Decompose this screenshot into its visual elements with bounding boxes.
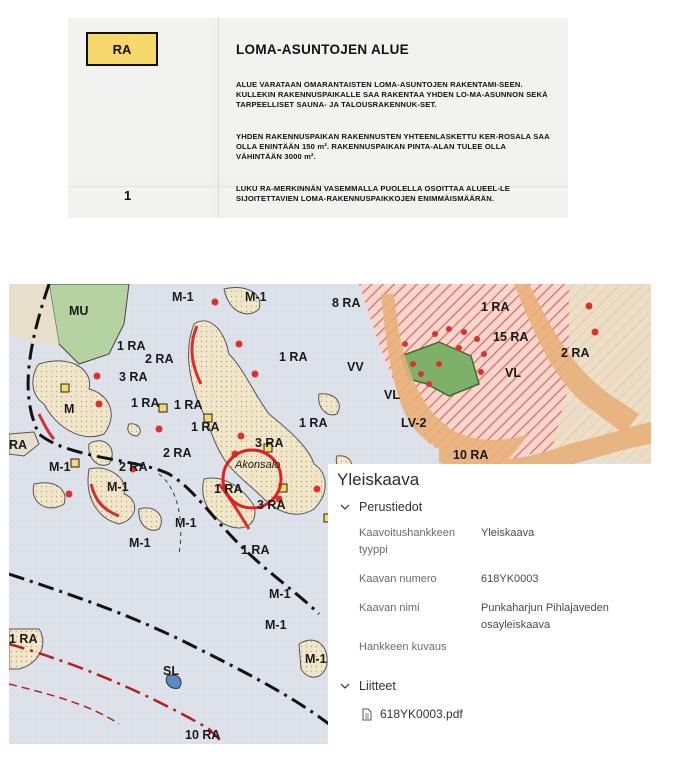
map-label: M-1 [175,516,197,530]
section-toggle-liitteet[interactable] [340,679,396,693]
map-label: M-1 [129,536,151,550]
map-label: M-1 [265,618,287,632]
section-title: Perustiedot [359,500,423,514]
map-label: LV-2 [401,416,427,430]
map-label: M-1 [172,290,194,304]
section-title: Liitteet [359,679,396,693]
map-label: 1 RA [117,339,146,353]
map-label: MU [69,304,89,318]
map-label: 10 RA [453,448,489,462]
legend-scan [68,18,568,218]
map-label: 2 RA [145,352,174,366]
map-label: 2 RA [561,346,590,360]
field-label: Kaavan nimi [359,602,420,614]
place-name-akonsalo: Akonsalo [235,459,281,471]
map-label: 1 RA [131,396,160,410]
attachment-link[interactable] [362,707,463,721]
map-label: M-1 [245,290,267,304]
field-label: Kaavan numero [359,573,437,585]
info-panel [328,464,651,744]
map-label: M-1 [305,652,327,666]
field-label: Kaavoitushankkeen tyyppi [359,527,456,556]
paper-fold-vertical [218,18,219,218]
map-label: 1 RA [279,350,308,364]
map-label: 1 RA [241,543,270,557]
map-label: VV [347,360,364,374]
document-icon [362,708,372,721]
field-value: 618YK0003 [481,573,539,585]
attachment-name: 618YK0003.pdf [380,707,463,721]
map-label: 2 RA [163,446,192,460]
map-label: M [64,402,75,416]
map-label: M-1 [49,460,71,474]
legend-title: LOMA-ASUNTOJEN ALUE [236,42,409,57]
chevron-down-icon [340,681,350,691]
map-label: 1 RA [191,420,220,434]
field-value: Punkaharjun Pihlajaveden osayleiskaava [481,602,609,631]
panel-title: Yleiskaava [337,470,420,489]
legend-paragraph-1: ALUE VARATAAN OMARANTAISTEN LOMA-ASUNTOJEN RAKENTAMI-SEEN. KULLEKIN RAKENNUSPAIKALLE SAA RAKENTAA YHDEN LO-MA-ASUNNON SEKÄ TARPEELLISET SAUNA- JA TALOUSRAKENNUK-SET. [236,80,548,110]
map-label: VL [505,366,521,380]
map-label: RA [9,438,28,452]
legend-paragraph-3: LUKU RA-MERKINNÄN VASEMMALLA PUOLELLA OSOITTAA ALUEEL-LE SIJOITETTAVIEN LOMA-RAKENNUSPAIKKOJEN ENIMMÄISMÄÄRÄN. [236,184,511,204]
map-label: 15 RA [493,330,529,344]
field-value: Yleiskaava [481,527,535,539]
map-label: 3 RA [119,370,148,384]
map-label: 3 RA [257,498,286,512]
map-label: 8 RA [332,296,361,310]
map-label: 1 RA [174,398,203,412]
legend-number: 1 [124,188,132,203]
map-label: 3 RA [255,436,284,450]
map-label: 1 RA [9,632,38,646]
map-label: 1 RA [214,482,243,496]
map-label: VL [384,388,400,402]
section-toggle-perustiedot[interactable] [340,500,422,514]
chevron-down-icon [340,502,350,512]
map-label: 1 RA [481,300,510,314]
map-label: M-1 [107,480,129,494]
field-label: Hankkeen kuvaus [359,641,447,653]
legend-swatch-label: RA [112,41,132,57]
map-label: 1 RA [299,416,328,430]
legend-ra-swatch [86,32,158,66]
map-label: SL [163,664,179,678]
map-label: 2 RA [119,460,148,474]
map-label: M-1 [269,587,291,601]
map-label: 10 RA [185,728,221,742]
legend-paragraph-2: YHDEN RAKENNUSPAIKAN RAKENNUSTEN YHTEENLASKETTU KER-ROSALA SAA OLLA ENINTÄÄN 150 m². RAKENNUSPAIKAN PINTA-ALAN TULEE OLLA VÄHINTÄÄN 3000 m². [236,132,550,162]
